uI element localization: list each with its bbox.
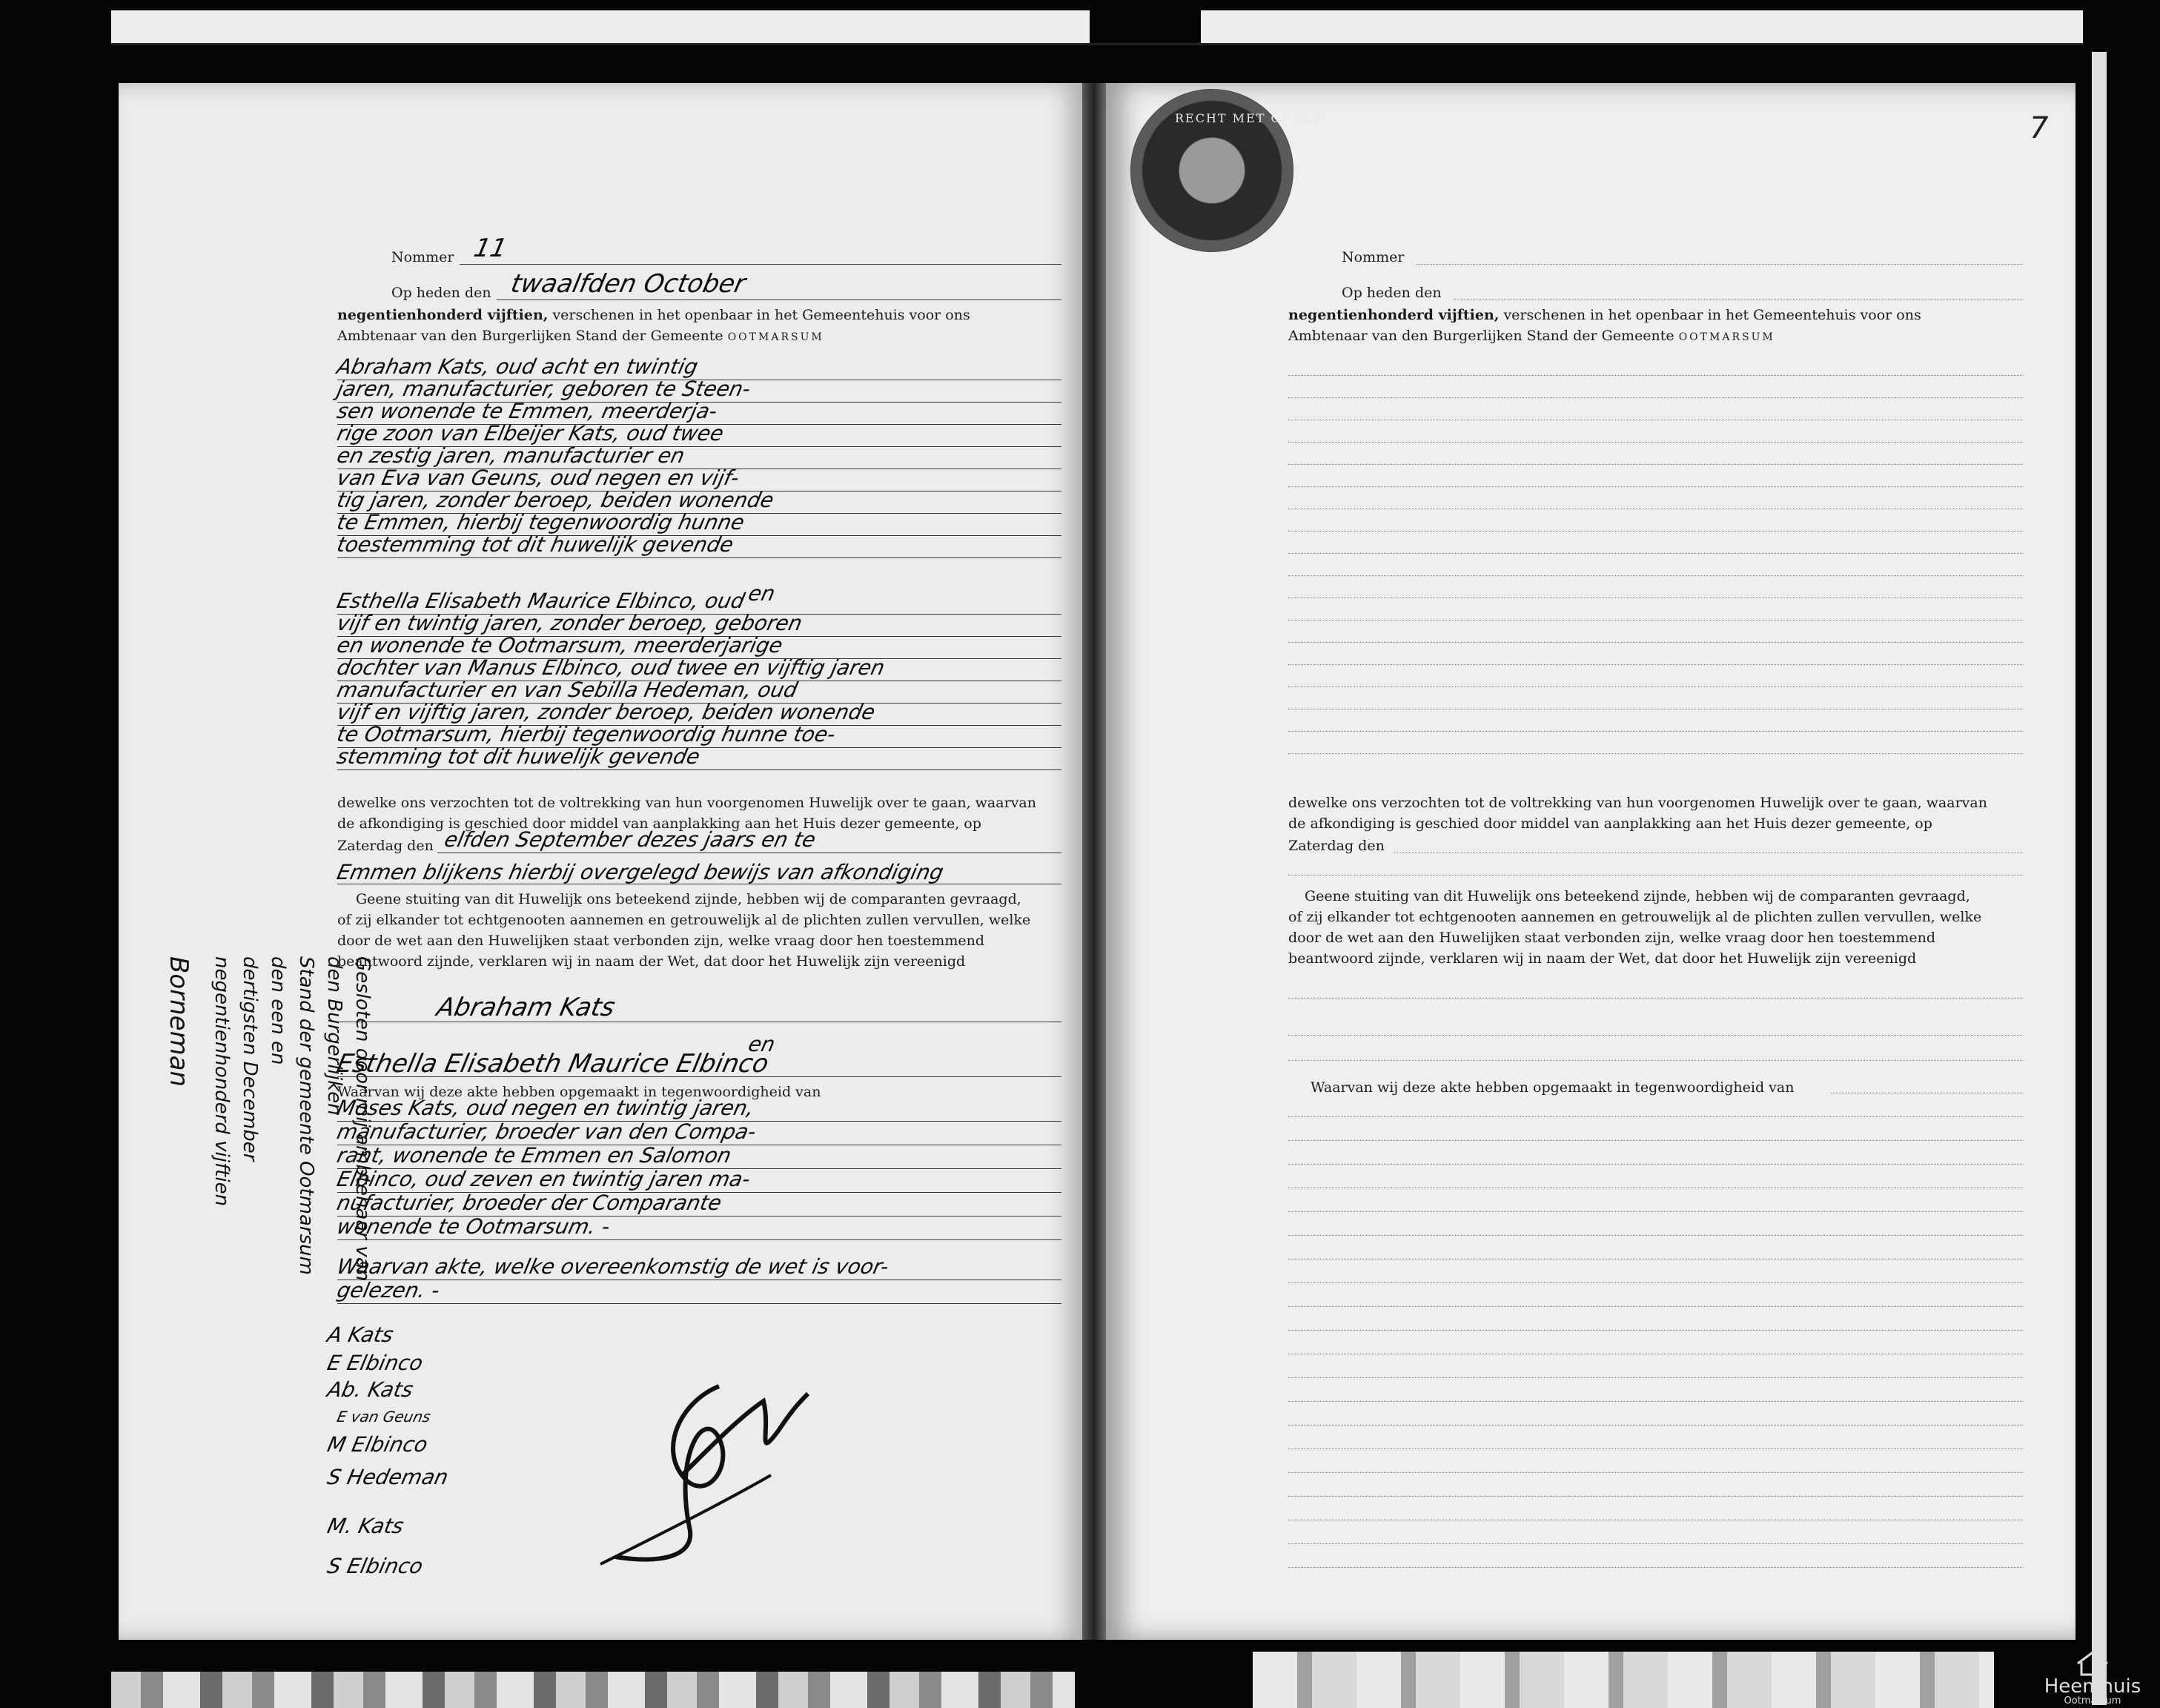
- heemhuis-logo: Heemhuis Ootmarsum: [2030, 1647, 2156, 1708]
- seal-text: RECHT MET OPGEW: [1175, 111, 1327, 125]
- bride-lines-line: en wonende te Ootmarsum, meerderjarige: [334, 633, 785, 658]
- groom-lines-line: te Emmen, hierbij tegenwoordig hunne: [334, 510, 747, 534]
- right-number-label: Nommer: [1342, 249, 1405, 265]
- stuiting-line-4: beantwoord zijnde, verklaren wij in naam der Wet, dat door het Huwelijk zijn vereenigd: [337, 953, 966, 970]
- stuiting-line-3: door de wet aan den Huwelijken staat verbonden zijn, welke vraag door hen toestemmend: [337, 933, 984, 949]
- bride-lines-line: vijf en twintig jaren, zonder beroep, geboren: [334, 611, 805, 635]
- right-stuiting-line-1: Geene stuiting van dit Huwelijk ons beteekend zijnde, hebben wij de comparanten gevraagd,: [1305, 888, 1970, 904]
- right-date-prefix: Op heden den: [1342, 285, 1442, 301]
- bride-lines-line: Esthella Elisabeth Maurice Elbinco, oud: [334, 589, 747, 613]
- right-stuiting-line-3: door de wet aan den Huwelijken staat verbonden zijn, welke vraag door hen toestemmend: [1288, 930, 1935, 946]
- groom-lines-line: toestemming tot dit huwelijk gevende: [334, 532, 736, 557]
- bride-lines-line: dochter van Manus Elbinco, oud twee en vijftig jaren: [334, 655, 887, 680]
- united-bride: Esthella Elisabeth Maurice Elbinco: [334, 1049, 772, 1079]
- witness-lines-line: Elbinco, oud zeven en twintig jaren ma-: [334, 1167, 753, 1191]
- and-word: en: [746, 581, 778, 606]
- witness-lines-line: Moses Kats, oud negen en twintig jaren,: [334, 1096, 757, 1120]
- right-year-line: negentienhonderd vijftien, verschenen in het openbaar in het Gemeentehuis voor ons: [1288, 307, 1921, 323]
- right-stuiting-line-4: beantwoord zijnde, verklaren wij in naam der Wet, dat door het Huwelijk zijn vereenigd: [1288, 950, 1917, 967]
- groom-lines-line: van Eva van Geuns, oud negen en vijf-: [334, 466, 742, 490]
- signature: E Elbinco: [325, 1351, 425, 1375]
- witness-label: Waarvan wij deze akte hebben opgemaakt in tegenwoordigheid van: [337, 1084, 821, 1100]
- house-icon: [2074, 1650, 2111, 1677]
- zaterdag-label: Zaterdag den: [337, 838, 434, 854]
- signature: M Elbinco: [325, 1432, 430, 1457]
- number-value: 11: [471, 234, 510, 263]
- film-strip-top: [111, 10, 2083, 45]
- date-value: twaalfden October: [508, 269, 749, 299]
- signature: Ab. Kats: [325, 1377, 416, 1402]
- stuiting-line-2: of zij elkander tot echtgenooten aannemen en getrouwelijk al de plichten zullen vervullen, welke: [337, 912, 1031, 928]
- book-gutter: [1082, 83, 1106, 1640]
- witness-lines-line: rant, wonende te Emmen en Salomon: [334, 1143, 734, 1168]
- marginal-annotation: Gesloten door mij ambtenaar van den Burgerlijken Stand der gemeente Ootmarsum den een en dertigsten December negentienhonderd vijftien Borneman: [164, 956, 374, 1282]
- right-request-line-2: de afkondiging is geschied door middel van aanplakking aan het Huis dezer gemeente, op: [1288, 815, 1932, 832]
- film-strip-bottom-right: [1253, 1652, 1994, 1708]
- bride-lines-line: manufacturier en van Sebilla Hedeman, oud: [334, 678, 800, 702]
- page-number: 7: [2030, 111, 2049, 145]
- signature: E van Geuns: [335, 1408, 433, 1426]
- signature: S Hedeman: [325, 1465, 451, 1489]
- film-strip-bottom-left: [111, 1672, 1075, 1708]
- signature: M. Kats: [325, 1514, 406, 1538]
- witness-lines-line: wonende te Ootmarsum. -: [334, 1214, 612, 1239]
- bride-lines-line: stemming tot dit huwelijk gevende: [334, 744, 703, 769]
- signature: S Elbinco: [325, 1554, 425, 1578]
- right-stuiting-line-2: of zij elkander tot echtgenooten aannemen en getrouwelijk al de plichten zullen vervullen, welke: [1288, 909, 1982, 925]
- bride-lines-line: te Ootmarsum, hierbij tegenwoordig hunne toe-: [334, 722, 838, 747]
- united-groom: Abraham Kats: [434, 993, 618, 1022]
- closing-lines-line: gelezen. -: [334, 1278, 443, 1302]
- request-line-2: de afkondiging is geschied door middel van aanplakking aan het Huis dezer gemeente, op: [337, 815, 981, 832]
- right-official-line: Ambtenaar van den Burgerlijken Stand der Gemeente OOTMARSUM: [1288, 328, 1775, 344]
- registrar-signature: [571, 1357, 882, 1572]
- number-label: Nommer: [391, 249, 454, 265]
- groom-lines-line: sen wonende te Emmen, meerderja-: [334, 399, 720, 423]
- groom-lines-line: Abraham Kats, oud acht en twintig: [334, 354, 700, 379]
- closing-lines-line: Waarvan akte, welke overeenkomstig de wet is voor-: [334, 1254, 891, 1279]
- groom-lines-line: jaren, manufacturier, geboren te Steen-: [334, 377, 753, 401]
- stuiting-line-1: Geene stuiting van dit Huwelijk ons beteekend zijnde, hebben wij de comparanten gevraagd,: [356, 891, 1021, 907]
- zaterdag-value: elfden September dezes jaars en te: [442, 827, 818, 852]
- year-line: negentienhonderd vijftien, verschenen in het openbaar in het Gemeentehuis voor ons: [337, 307, 970, 323]
- united-and: en: [746, 1032, 778, 1056]
- request-line-1: dewelke ons verzochten tot de voltrekking van hun voorgenomen Huwelijk over te gaan, waarvan: [337, 795, 1036, 811]
- film-strip-right: [2092, 52, 2107, 1705]
- signature: A Kats: [325, 1323, 396, 1347]
- groom-lines-line: tig jaren, zonder beroep, beiden wonende: [334, 488, 776, 512]
- groom-lines-line: en zestig jaren, manufacturier en: [334, 443, 687, 468]
- right-zaterdag-label: Zaterdag den: [1288, 838, 1385, 854]
- witness-lines-line: nufacturier, broeder der Comparante: [334, 1191, 724, 1215]
- right-request-line-1: dewelke ons verzochten tot de voltrekking van hun voorgenomen Huwelijk over te gaan, waarvan: [1288, 795, 1987, 811]
- date-prefix: Op heden den: [391, 285, 491, 301]
- zaterdag-value-2: Emmen blijkens hierbij overgelegd bewijs van afkondiging: [334, 860, 946, 884]
- right-witness-label: Waarvan wij deze akte hebben opgemaakt in tegenwoordigheid van: [1311, 1079, 1795, 1096]
- groom-lines-line: rige zoon van Elbeijer Kats, oud twee: [334, 421, 726, 446]
- bride-lines-line: vijf en vijftig jaren, zonder beroep, beiden wonende: [334, 700, 878, 724]
- official-line: Ambtenaar van den Burgerlijken Stand der Gemeente OOTMARSUM: [337, 328, 824, 344]
- witness-lines-line: manufacturier, broeder van den Compa-: [334, 1119, 759, 1144]
